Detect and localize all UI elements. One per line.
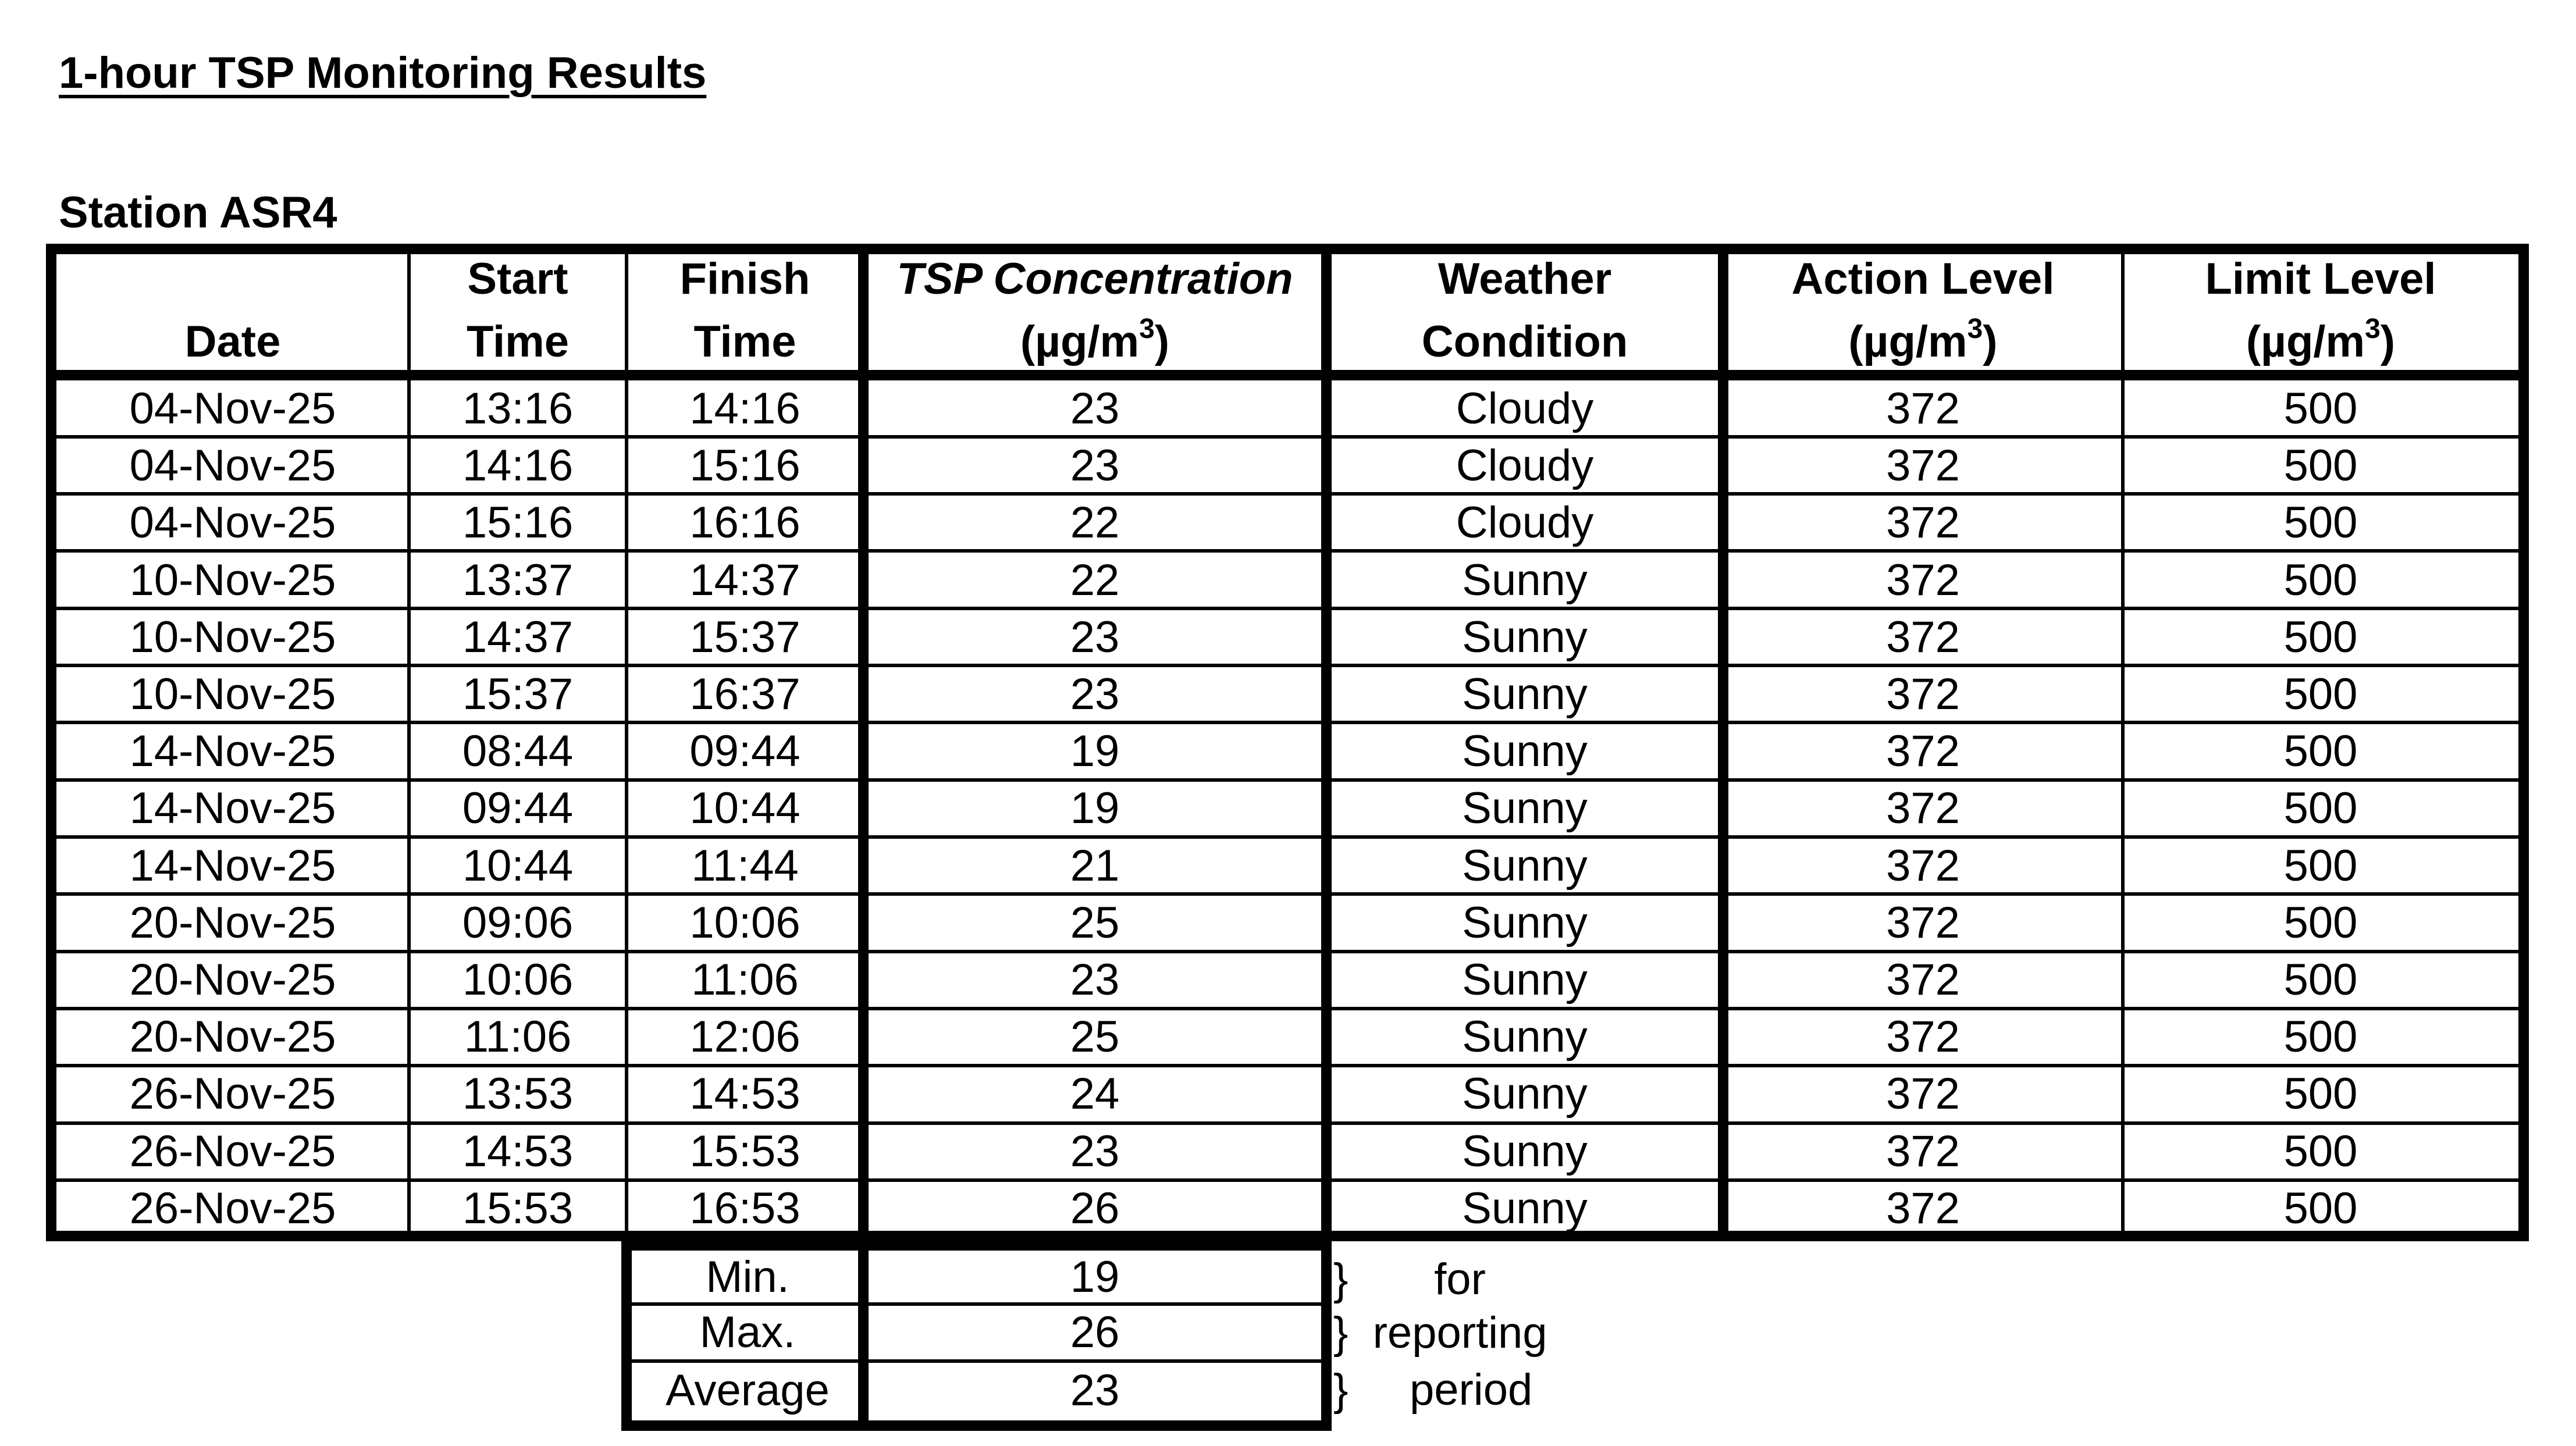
cell-start: 14:53: [462, 1126, 574, 1176]
cell-tsp: 19: [1070, 783, 1120, 834]
header-limit-unit: $(\mu g/m^3)$: [2246, 313, 2396, 366]
cell-limit: 500: [2283, 1012, 2358, 1062]
header-weather-line2: [1326, 319, 1723, 365]
cell-tsp: 19: [1070, 726, 1120, 777]
summary-label: Min.: [706, 1252, 789, 1302]
cell-weather: Sunny: [1462, 897, 1588, 948]
cell-date: 04-Nov-25: [129, 384, 336, 434]
station-label: Station ASR4: [59, 188, 337, 237]
cell-weather: Sunny: [1462, 612, 1588, 662]
cell-start: 13:53: [462, 1069, 574, 1119]
cell-finish: 09:44: [689, 726, 800, 777]
cell-action: 372: [1886, 498, 1960, 548]
cell-tsp: 23: [1070, 1126, 1120, 1176]
cell-action: 372: [1886, 612, 1960, 662]
cell-weather: Sunny: [1462, 555, 1588, 605]
cell-tsp: 25: [1070, 897, 1120, 948]
summary-label: Average: [666, 1366, 830, 1415]
cell-weather: Sunny: [1462, 669, 1588, 720]
cell-date: 26-Nov-25: [129, 1183, 336, 1233]
cell-limit: 500: [2283, 441, 2358, 491]
cell-tsp: 25: [1070, 1012, 1120, 1062]
cell-limit: 500: [2283, 669, 2358, 720]
cell-limit: 500: [2283, 726, 2358, 777]
cell-action: 372: [1886, 726, 1960, 777]
header-start-line1: [409, 256, 627, 302]
cell-date: 10-Nov-25: [129, 555, 336, 605]
cell-weather: Cloudy: [1456, 498, 1594, 548]
header-start-label-1: Start: [467, 254, 568, 304]
header-finish-label-2: Time: [693, 317, 796, 366]
header-date: [56, 319, 409, 365]
cell-start: 09:06: [462, 897, 574, 948]
cell-start: 11:06: [464, 1012, 572, 1062]
cell-action: 372: [1886, 897, 1960, 948]
cell-date: 14-Nov-25: [129, 783, 336, 834]
header-action-line2: [1723, 313, 2123, 366]
cell-date: 20-Nov-25: [129, 1012, 336, 1062]
cell-date: 20-Nov-25: [129, 897, 336, 948]
cell-limit: 500: [2283, 840, 2358, 891]
cell-date: 26-Nov-25: [129, 1069, 336, 1119]
cell-tsp: 21: [1070, 840, 1120, 891]
header-weather-label-2: Condition: [1421, 317, 1628, 366]
header-limit-line1: [2123, 256, 2518, 302]
cell-finish: 11:44: [691, 840, 799, 891]
cell-action: 372: [1886, 955, 1960, 1005]
cell-finish: 16:16: [689, 498, 800, 548]
cell-limit: 500: [2283, 1183, 2358, 1233]
cell-start: 14:37: [462, 612, 574, 662]
summary-note: } for: [1333, 1255, 1486, 1304]
header-weather-line1: [1326, 256, 1723, 302]
cell-start: 08:44: [462, 726, 574, 777]
cell-limit: 500: [2283, 555, 2358, 605]
cell-start: 10:06: [462, 955, 574, 1005]
cell-limit: 500: [2283, 783, 2358, 834]
cell-date: 20-Nov-25: [129, 955, 336, 1005]
cell-action: 372: [1886, 441, 1960, 491]
cell-start: 09:44: [462, 783, 574, 834]
cell-tsp: 26: [1070, 1183, 1120, 1233]
summary-value: 19: [1070, 1252, 1120, 1302]
cell-weather: Cloudy: [1456, 441, 1594, 491]
summary-value: 23: [1070, 1366, 1120, 1415]
header-limit-label-1: Limit Level: [2205, 254, 2436, 304]
cell-weather: Sunny: [1462, 840, 1588, 891]
cell-finish: 16:37: [689, 669, 800, 720]
cell-limit: 500: [2283, 612, 2358, 662]
cell-start: 13:16: [462, 384, 574, 434]
cell-tsp: 24: [1070, 1069, 1120, 1119]
header-finish-line2: [627, 319, 863, 365]
cell-limit: 500: [2283, 1069, 2358, 1119]
header-action-unit: $(\mu g/m^3)$: [1848, 313, 1998, 366]
page-title: 1-hour TSP Monitoring Results: [59, 48, 707, 98]
cell-date: 14-Nov-25: [129, 726, 336, 777]
cell-date: 26-Nov-25: [129, 1126, 336, 1176]
cell-tsp: 22: [1070, 555, 1120, 605]
header-action-label-1: Action Level: [1791, 254, 2055, 304]
cell-start: 15:16: [462, 498, 574, 548]
cell-weather: Sunny: [1462, 1183, 1588, 1233]
header-date-label: Date: [184, 317, 281, 366]
cell-limit: 500: [2283, 955, 2358, 1005]
cell-action: 372: [1886, 1126, 1960, 1176]
cell-limit: 500: [2283, 384, 2358, 434]
cell-finish: 15:37: [689, 612, 800, 662]
cell-start: 15:53: [462, 1183, 574, 1233]
cell-finish: 10:06: [689, 897, 800, 948]
cell-limit: 500: [2283, 1126, 2358, 1176]
summary-note: } reporting: [1333, 1308, 1547, 1358]
cell-finish: 14:37: [689, 555, 800, 605]
header-limit-line2: [2123, 313, 2518, 366]
cell-limit: 500: [2283, 897, 2358, 948]
cell-date: 04-Nov-25: [129, 441, 336, 491]
summary-value: 26: [1070, 1308, 1120, 1357]
header-tsp-line1: [863, 256, 1326, 302]
cell-finish: 11:06: [691, 955, 799, 1005]
header-finish-line1: [627, 256, 863, 302]
cell-action: 372: [1886, 1012, 1960, 1062]
cell-date: 14-Nov-25: [129, 840, 336, 891]
cell-finish: 12:06: [689, 1012, 800, 1062]
cell-weather: Cloudy: [1456, 384, 1594, 434]
cell-tsp: 23: [1070, 384, 1120, 434]
cell-tsp: 23: [1070, 955, 1120, 1005]
header-tsp-unit: $(\mu g/m^3)$: [1020, 313, 1170, 366]
cell-tsp: 23: [1070, 612, 1120, 662]
cell-weather: Sunny: [1462, 1126, 1588, 1176]
header-weather-label-1: Weather: [1438, 254, 1612, 304]
cell-action: 372: [1886, 555, 1960, 605]
cell-date: 10-Nov-25: [129, 612, 336, 662]
cell-start: 10:44: [462, 840, 574, 891]
header-start-label-2: Time: [466, 317, 569, 366]
header-start-line2: [409, 319, 627, 365]
cell-start: 13:37: [462, 555, 574, 605]
cell-date: 04-Nov-25: [129, 498, 336, 548]
summary-label: Max.: [699, 1308, 796, 1357]
cell-finish: 14:53: [689, 1069, 800, 1119]
header-tsp-label-1: TSP Concentration: [896, 254, 1293, 304]
cell-date: 10-Nov-25: [129, 669, 336, 720]
cell-weather: Sunny: [1462, 1069, 1588, 1119]
cell-limit: 500: [2283, 498, 2358, 548]
cell-start: 15:37: [462, 669, 574, 720]
cell-weather: Sunny: [1462, 726, 1588, 777]
summary-note: } period: [1333, 1365, 1533, 1415]
cell-weather: Sunny: [1462, 955, 1588, 1005]
cell-action: 372: [1886, 384, 1960, 434]
cell-finish: 16:53: [689, 1183, 800, 1233]
cell-weather: Sunny: [1462, 1012, 1588, 1062]
cell-weather: Sunny: [1462, 783, 1588, 834]
cell-start: 14:16: [462, 441, 574, 491]
cell-finish: 10:44: [689, 783, 800, 834]
header-finish-label-1: Finish: [679, 254, 810, 304]
cell-action: 372: [1886, 1183, 1960, 1233]
cell-action: 372: [1886, 1069, 1960, 1119]
cell-finish: 15:53: [689, 1126, 800, 1176]
header-action-line1: [1723, 256, 2123, 302]
cell-action: 372: [1886, 669, 1960, 720]
cell-finish: 15:16: [689, 441, 800, 491]
cell-tsp: 23: [1070, 441, 1120, 491]
header-tsp-line2: [863, 313, 1326, 366]
cell-tsp: 23: [1070, 669, 1120, 720]
cell-finish: 14:16: [689, 384, 800, 434]
cell-action: 372: [1886, 840, 1960, 891]
cell-tsp: 22: [1070, 498, 1120, 548]
cell-action: 372: [1886, 783, 1960, 834]
